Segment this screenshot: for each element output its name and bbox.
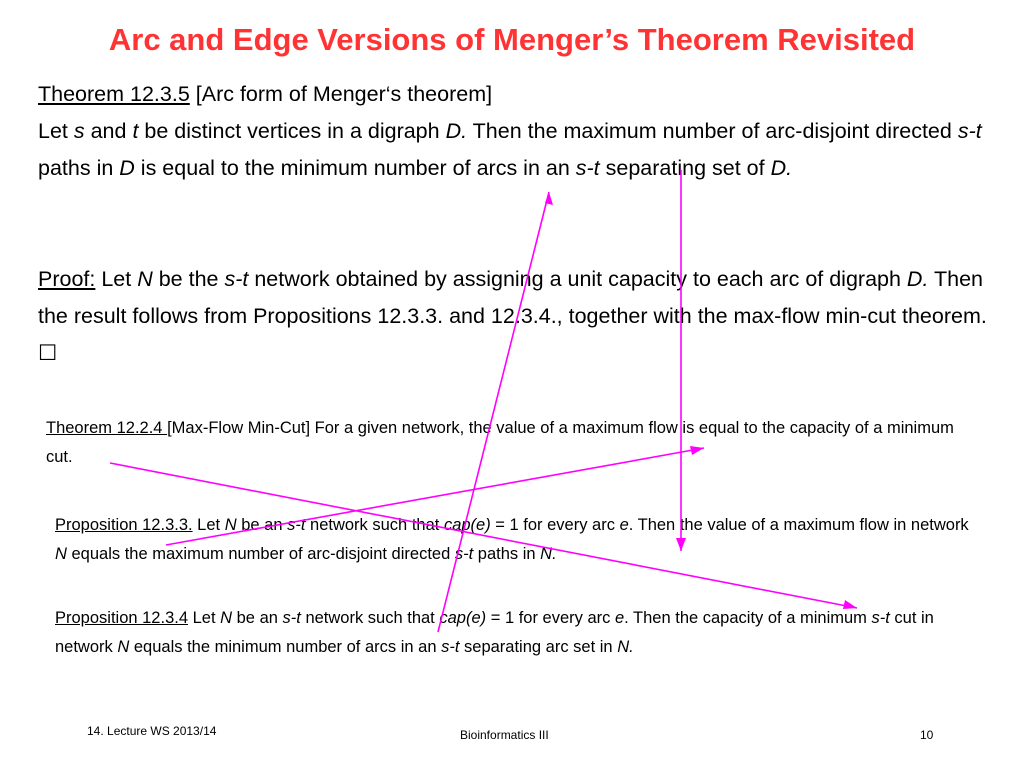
var-d: D. <box>445 119 468 143</box>
theorem-text: and <box>84 119 133 143</box>
var-st: s-t <box>287 516 306 534</box>
var-st: s-t <box>957 119 982 143</box>
proposition-ref: Proposition 12.3.3. <box>55 516 193 534</box>
var-st: s-t <box>441 638 460 656</box>
var-cap: cap(e) <box>439 609 487 627</box>
slide-title: Arc and Edge Versions of Menger’s Theorem Revisited <box>108 22 916 57</box>
theorem-text: Then the maximum number of arc-disjoint directed <box>467 119 958 143</box>
var-st: s-t <box>871 609 890 627</box>
var-n: N. <box>540 545 557 563</box>
footer-lecture: 14. Lecture WS 2013/14 <box>87 724 217 738</box>
var-d: D <box>119 156 135 180</box>
page-number: 10 <box>920 728 934 742</box>
prop-text: . Then the value of a maximum flow in network <box>628 516 969 534</box>
qed-symbol: ☐ <box>38 341 58 365</box>
theorem-name: [Arc form of Menger‘s theorem] <box>189 82 493 106</box>
theorem-text: Let <box>38 119 74 143</box>
theorem-text: be distinct vertices in a digraph <box>138 119 446 143</box>
proof-paragraph <box>38 261 998 372</box>
theorem-12-2-4 <box>46 414 976 472</box>
var-e: e <box>614 609 625 627</box>
prop-text: = 1 for every arc <box>486 609 615 627</box>
theorem-text: is equal to the minimum number of arcs in an <box>134 156 576 180</box>
var-d: D. <box>770 156 793 180</box>
var-st: s-t <box>224 267 249 291</box>
var-n: N <box>220 609 233 627</box>
footer-course: Bioinformatics III <box>460 728 549 742</box>
prop-text: network such that <box>305 516 444 534</box>
var-st: s-t <box>454 545 474 563</box>
prop-text: separating arc set in <box>459 638 618 656</box>
prop-text: be an <box>232 609 283 627</box>
prop-text: Let <box>192 516 225 534</box>
theorem-ref: Theorem 12.3.5 <box>38 82 190 106</box>
var-d: D. <box>906 267 929 291</box>
prop-text: network such that <box>300 609 440 627</box>
proof-label: Proof: <box>38 267 96 291</box>
prop-text: paths in <box>473 545 541 563</box>
proof-text: network obtained by assigning a unit capacity to each arc of digraph <box>248 267 907 291</box>
theorem-text: [Max-Flow Min-Cut] For a given network, the value of a maximum flow is equal to the capacity of a minimum cut. <box>46 419 954 466</box>
var-st: s-t <box>575 156 600 180</box>
var-n: N <box>55 545 67 563</box>
var-n: N. <box>617 638 634 656</box>
theorem-text: separating set of <box>599 156 771 180</box>
var-s: s <box>73 119 85 143</box>
prop-text: equals the minimum number of arcs in an <box>129 638 442 656</box>
prop-text: Let <box>188 609 221 627</box>
theorem-ref: Theorem 12.2.4 <box>46 419 168 437</box>
arrow-head <box>545 192 553 205</box>
prop-text: be an <box>236 516 288 534</box>
var-e: e <box>619 516 629 534</box>
var-t: t <box>132 119 139 143</box>
var-st: s-t <box>282 609 301 627</box>
var-n: N <box>137 267 153 291</box>
proposition-12-3-4 <box>55 604 985 662</box>
var-n: N <box>224 516 237 534</box>
var-cap: cap(e) <box>443 516 491 534</box>
proof-text: Then the result follows from Propositions 12.3.3. and 12.3.4., together with the max-flow min-cut theorem. <box>38 267 987 328</box>
prop-text: cut in network <box>55 609 934 656</box>
proposition-ref: Proposition 12.3.4 <box>55 609 189 627</box>
prop-text: . Then the capacity of a minimum <box>624 609 872 627</box>
prop-text: = 1 for every arc <box>490 516 620 534</box>
prop-text: equals the maximum number of arc-disjoint directed <box>66 545 455 563</box>
theorem-text: paths in <box>38 156 120 180</box>
var-n: N <box>117 638 130 656</box>
proposition-12-3-3 <box>55 511 985 569</box>
proof-text: Let <box>95 267 138 291</box>
theorem-12-3-5 <box>38 76 998 187</box>
proof-text: be the <box>152 267 225 291</box>
